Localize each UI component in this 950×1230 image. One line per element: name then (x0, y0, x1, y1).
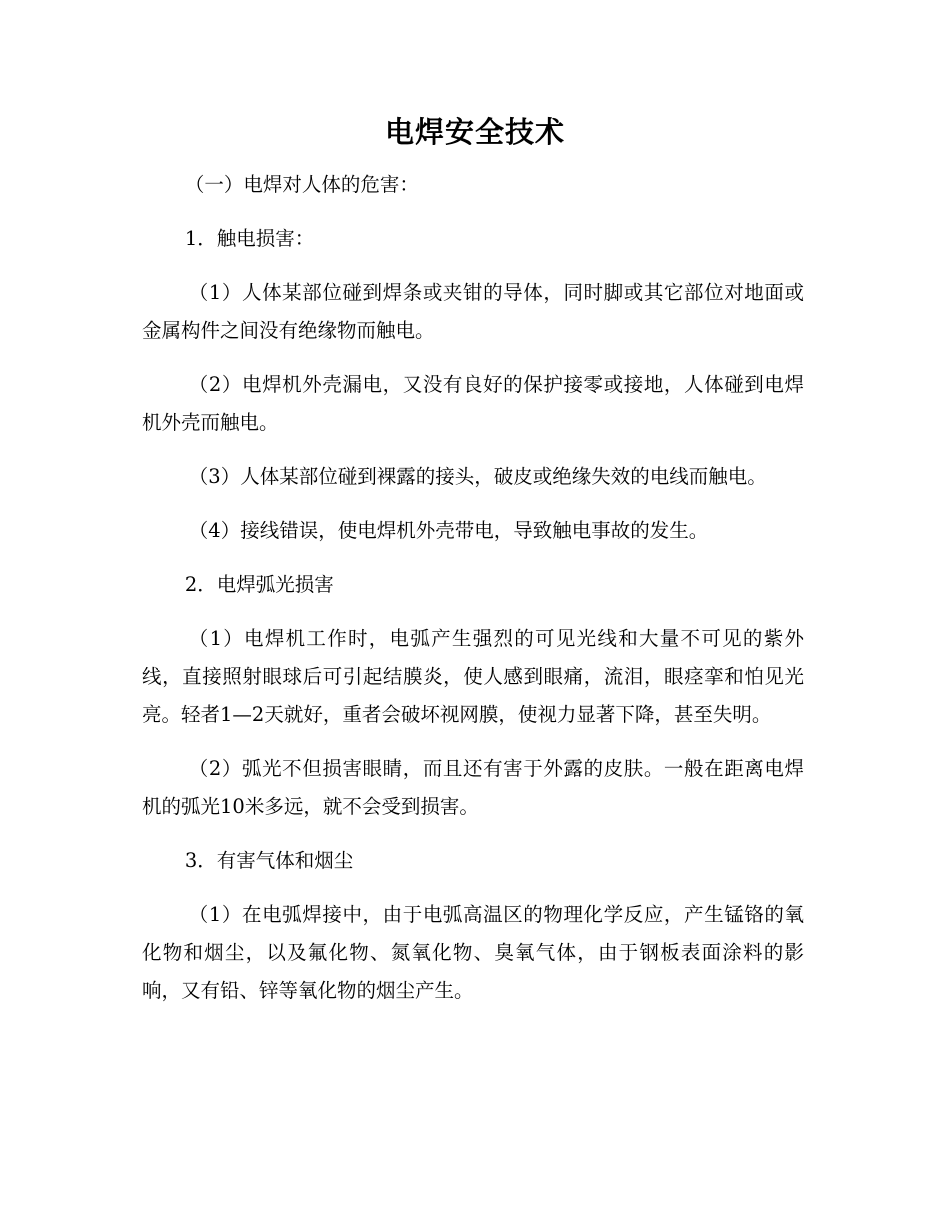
paragraph: （2）弧光不但损害眼睛，而且还有害于外露的皮肤。一般在距离电焊机的弧光10米多远，就不会受到损害。 (142, 757, 804, 818)
paragraph: （3）人体某部位碰到裸露的接头，破皮或绝缘失效的电线而触电。 (188, 465, 767, 488)
subheading-electric-shock: 1．触电损害： (184, 227, 315, 250)
section-heading-hazards: （一）电焊对人体的危害： (184, 173, 419, 196)
subheading-arc-light: 2．电焊弧光损害 (184, 573, 334, 596)
paragraph: （1）在电弧焊接中，由于电弧高温区的物理化学反应，产生锰铬的氧化物和烟尘，以及氟化物、氮氧化物、臭氧气体，由于钢板表面涂料的影响，又有铅、锌等氧化物的烟尘产生。 (142, 903, 804, 1002)
paragraph: （2）电焊机外壳漏电，又没有良好的保护接零或接地，人体碰到电焊机外壳而触电。 (142, 373, 804, 434)
subheading-harmful-gas: 3．有害气体和烟尘 (184, 849, 354, 872)
paragraph: （1）人体某部位碰到焊条或夹钳的导体，同时脚或其它部位对地面或金属构件之间没有绝缘物而触电。 (142, 281, 804, 342)
paragraph: （1）电焊机工作时，电弧产生强烈的可见光线和大量不可见的紫外线，直接照射眼球后可引起结膜炎，使人感到眼痛，流泪，眼痉挛和怕见光亮。轻者1—2天就好，重者会破坏视网膜，使视力显著下降，甚至失明。 (142, 627, 804, 726)
document-body (142, 166, 804, 1026)
document-title: 电焊安全技术 (384, 115, 565, 149)
paragraph: （4）接线错误，使电焊机外壳带电，导致触电事故的发生。 (188, 519, 709, 542)
